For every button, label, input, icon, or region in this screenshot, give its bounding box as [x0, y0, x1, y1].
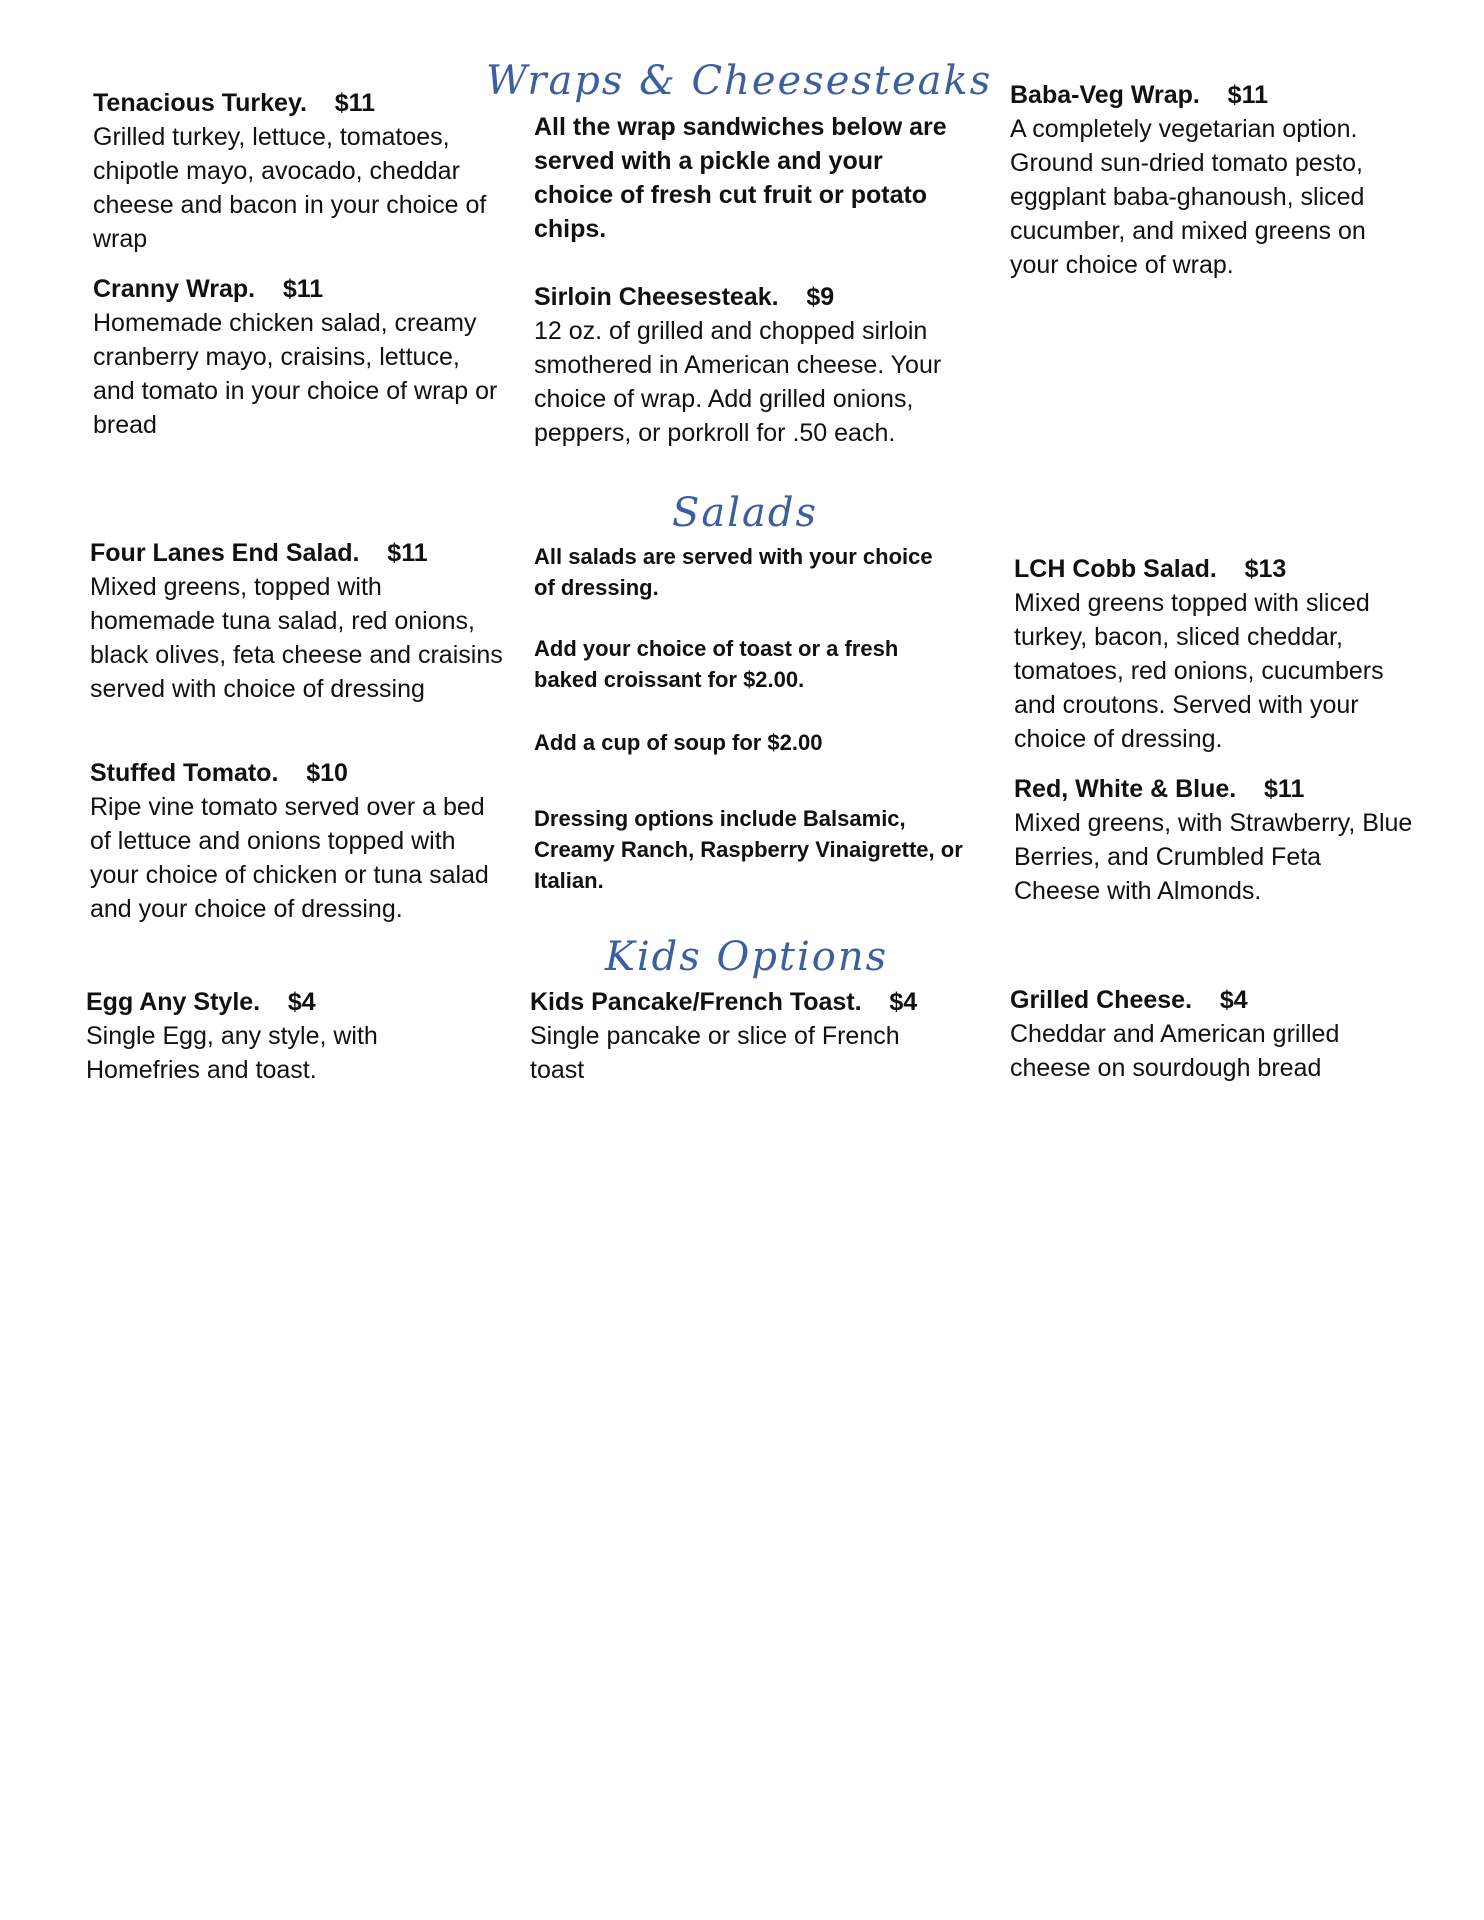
menu-item-kids-pancake-french-toast: [530, 985, 930, 1087]
menu-item-description: Mixed greens, topped with homemade tuna salad, red onions, black olives, feta cheese and craisins served with choice of dressing: [90, 573, 503, 703]
menu-item-sirloin-cheesesteak: [534, 280, 974, 450]
salads-note-dressing: All salads are served with your choice of dressing.: [534, 544, 933, 600]
menu-item-four-lanes-end-salad: [90, 536, 510, 706]
menu-item-title: Egg Any Style. $4: [86, 988, 316, 1016]
menu-item-red-white-blue: [1014, 772, 1414, 908]
menu-item-price: $11: [1264, 775, 1305, 803]
menu-item-description: Single Egg, any style, with Homefries and toast.: [86, 1022, 378, 1084]
menu-item-title: LCH Cobb Salad. $13: [1014, 555, 1287, 583]
menu-item-description: Single pancake or slice of French toast: [530, 1022, 900, 1084]
menu-item-price: $9: [806, 283, 835, 311]
menu-item-description: Cheddar and American grilled cheese on sourdough bread: [1010, 1020, 1340, 1082]
menu-item-lch-cobb-salad: [1014, 552, 1414, 756]
menu-item-title: Cranny Wrap. $11: [93, 275, 324, 303]
menu-item-title: Grilled Cheese. $4: [1010, 986, 1248, 1014]
menu-item-price: $13: [1244, 555, 1287, 583]
menu-item-cranny-wrap: [93, 272, 503, 442]
menu-item-title: Stuffed Tomato. $10: [90, 759, 348, 787]
section-heading-wraps: Wraps & Cheesesteaks: [486, 58, 993, 104]
menu-item-price: $11: [282, 275, 324, 303]
menu-item-price: $4: [889, 988, 918, 1016]
salads-note-soup: Add a cup of soup for $2.00: [534, 730, 823, 755]
menu-item-price: $4: [287, 988, 316, 1016]
menu-item-title: Sirloin Cheesesteak. $9: [534, 283, 835, 311]
menu-item-description: Homemade chicken salad, creamy cranberry mayo, craisins, lettuce, and tomato in your choice of wrap or bread: [93, 309, 498, 439]
salads-note-toast: Add your choice of toast or a fresh baked croissant for $2.00.: [534, 636, 899, 692]
wraps-intro-note: All the wrap sandwiches below are served with a pickle and your choice of fresh cut fruit or potato chips.: [534, 113, 947, 243]
menu-item-title: Red, White & Blue. $11: [1014, 775, 1305, 803]
menu-item-title: Kids Pancake/French Toast. $4: [530, 988, 918, 1016]
menu-item-grilled-cheese: [1010, 983, 1410, 1085]
menu-item-title: Baba-Veg Wrap. $11: [1010, 81, 1269, 109]
menu-item-title: Tenacious Turkey. $11: [93, 89, 376, 117]
menu-item-price: $10: [306, 759, 348, 787]
menu-item-price: $11: [334, 89, 376, 117]
section-heading-salads: Salads: [672, 490, 819, 536]
menu-item-price: $4: [1219, 986, 1248, 1014]
menu-item-description: Mixed greens topped with sliced turkey, bacon, sliced cheddar, tomatoes, red onions, cucumbers and croutons. Served with your choice of dressing.: [1014, 589, 1384, 753]
menu-item-stuffed-tomato: [90, 756, 510, 926]
menu-item-tenacious-turkey: [93, 86, 503, 256]
menu-item-price: $11: [387, 539, 428, 567]
menu-item-description: Mixed greens, with Strawberry, Blue Berries, and Crumbled Feta Cheese with Almonds.: [1014, 809, 1413, 905]
menu-item-baba-veg-wrap: [1010, 78, 1410, 282]
menu-item-title: Four Lanes End Salad. $11: [90, 539, 428, 567]
menu-item-egg-any-style: [86, 985, 446, 1087]
menu-item-description: A completely vegetarian option. Ground sun-dried tomato pesto, eggplant baba-ghanoush, sliced cucumber, and mixed greens on your choice of wrap.: [1010, 115, 1366, 279]
menu-item-description: 12 oz. of grilled and chopped sirloin smothered in American cheese. Your choice of wrap. Add grilled onions, peppers, or porkroll for .50 each.: [534, 317, 942, 447]
menu-item-description: Ripe vine tomato served over a bed of lettuce and onions topped with your choice of chicken or tuna salad and your choice of dressing.: [90, 793, 489, 923]
salads-note-dressing-options: Dressing options include Balsamic, Creamy Ranch, Raspberry Vinaigrette, or Italian.: [534, 806, 963, 893]
section-heading-kids: Kids Options: [605, 934, 889, 980]
menu-item-price: $11: [1227, 81, 1269, 109]
menu-item-description: Grilled turkey, lettuce, tomatoes, chipotle mayo, avocado, cheddar cheese and bacon in your choice of wrap: [93, 123, 487, 253]
